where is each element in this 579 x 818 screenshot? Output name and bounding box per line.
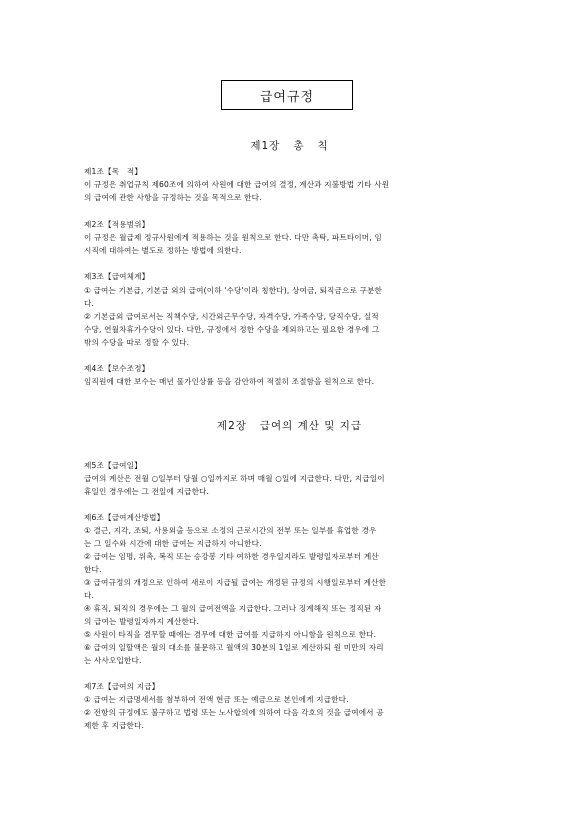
- paragraph-line: 이 규정은 취업규칙 제60조에 의하여 사원에 대한 급여의 결정, 계산과 지불방법 기타 사원: [84, 180, 390, 189]
- paragraph-line: 시직에 대하여는 별도로 정하는 방법에 의한다.: [84, 246, 242, 255]
- paragraph-line: 급여의 계산은 전월 ○일부터 당월 ○일까지로 하며 매월 ○일에 지급한다. 다만, 지급일이: [84, 474, 385, 483]
- paragraph-line: ⑤ 사원이 타직을 겸무할 때에는 겸무에 대한 급여를 지급하지 아니함을 원칙으로 한다.: [84, 630, 377, 639]
- paragraph-line: ① 급여는 기본급, 기본급 외의 급여(이하 '수당'이라 칭한다), 상여금, 퇴직금으로 구분한: [84, 286, 383, 295]
- article-3-heading: 제3조【급여체계】: [84, 272, 150, 281]
- paragraph-line: 제한 후 지급한다.: [84, 721, 145, 730]
- paragraph-line: 는 그 일수와 시간에 대한 급여는 지급하지 아니한다.: [84, 539, 262, 548]
- paragraph-line: ⑥ 급여의 일할액은 월의 대소를 불문하고 월액의 30분의 1일로 계산하되 원 미만의 자리: [84, 643, 384, 652]
- paragraph-line: 의 급여에 관한 사항을 규정하는 것을 목적으로 한다.: [84, 193, 262, 202]
- paragraph-line: 의 급여는 발령일자까지 계산한다.: [84, 617, 200, 626]
- paragraph-line: ④ 휴직, 퇴직의 경우에는 그 월의 급여전액을 지급한다. 그러나 징계해직 또는 정직된 자: [84, 604, 382, 613]
- document-title: 급여규정: [221, 80, 353, 110]
- paragraph-line: 휴일인 경우에는 그 전일에 지급한다.: [84, 487, 210, 496]
- paragraph-line: ① 급여는 지급명세서를 첨부하여 전액 현금 또는 예금으로 본인에게 지급한다.: [84, 695, 349, 704]
- chapter-2-heading: 제2장 급여의 계산 및 지급: [216, 420, 363, 432]
- paragraph-line: 이 규정은 월급제 정규사원에게 적용하는 것을 원칙으로 한다. 다만 촉탁, 파트타이머, 임: [84, 233, 382, 242]
- paragraph-line: ② 급여는 임명, 위촉, 복직 또는 승강봉 기타 여하한 경우일지라도 발령일자로부터 계산: [84, 552, 379, 561]
- article-2-heading: 제2조【적용범위】: [84, 220, 150, 229]
- paragraph-line: 다.: [84, 591, 95, 600]
- paragraph-line: ① 결근, 지각, 조퇴, 사용외출 등으로 소정의 근로시간의 전부 또는 일부를 휴업한 경우: [84, 526, 377, 535]
- paragraph-line: ② 기본급외 급여로서는 직책수당, 시간외근무수당, 자격수당, 가족수당, 당직수당, 실적: [84, 312, 379, 321]
- article-6-heading: 제6조【급여계산방법】: [84, 513, 165, 522]
- paragraph-line: 임직원에 대한 보수는 매년 물가인상률 등을 감안하여 적절히 조절함을 원칙으로 한다.: [84, 377, 375, 386]
- article-4-heading: 제4조【보수조정】: [84, 364, 150, 373]
- article-5-heading: 제5조【급여일】: [84, 461, 142, 470]
- paragraph-line: 수당, 연월차휴가수당이 있다. 다만, 규정에서 정한 수당을 제외하고는 필요한 경우에 그: [84, 325, 380, 334]
- paragraph-line: 는 사사오입한다.: [84, 656, 142, 665]
- article-7-heading: 제7조【급여의 지급】: [84, 682, 160, 691]
- paragraph-line: ② 전항의 규정에도 불구하고 법령 또는 노사합의에 의하여 다음 각호의 것을 급여에서 공: [84, 708, 384, 717]
- paragraph-line: ③ 급여규정의 개정으로 인하여 새로이 지급될 급여는 개정된 규정의 시행일로부터 계산한: [84, 578, 387, 587]
- paragraph-line: 다.: [84, 299, 95, 308]
- paragraph-line: 밖의 수당을 따로 정할 수 있다.: [84, 338, 190, 347]
- chapter-1-heading: 제1장 총 칙: [250, 140, 329, 152]
- paragraph-line: 한다.: [84, 565, 102, 574]
- article-1-heading: 제1조【목 적】: [84, 167, 143, 176]
